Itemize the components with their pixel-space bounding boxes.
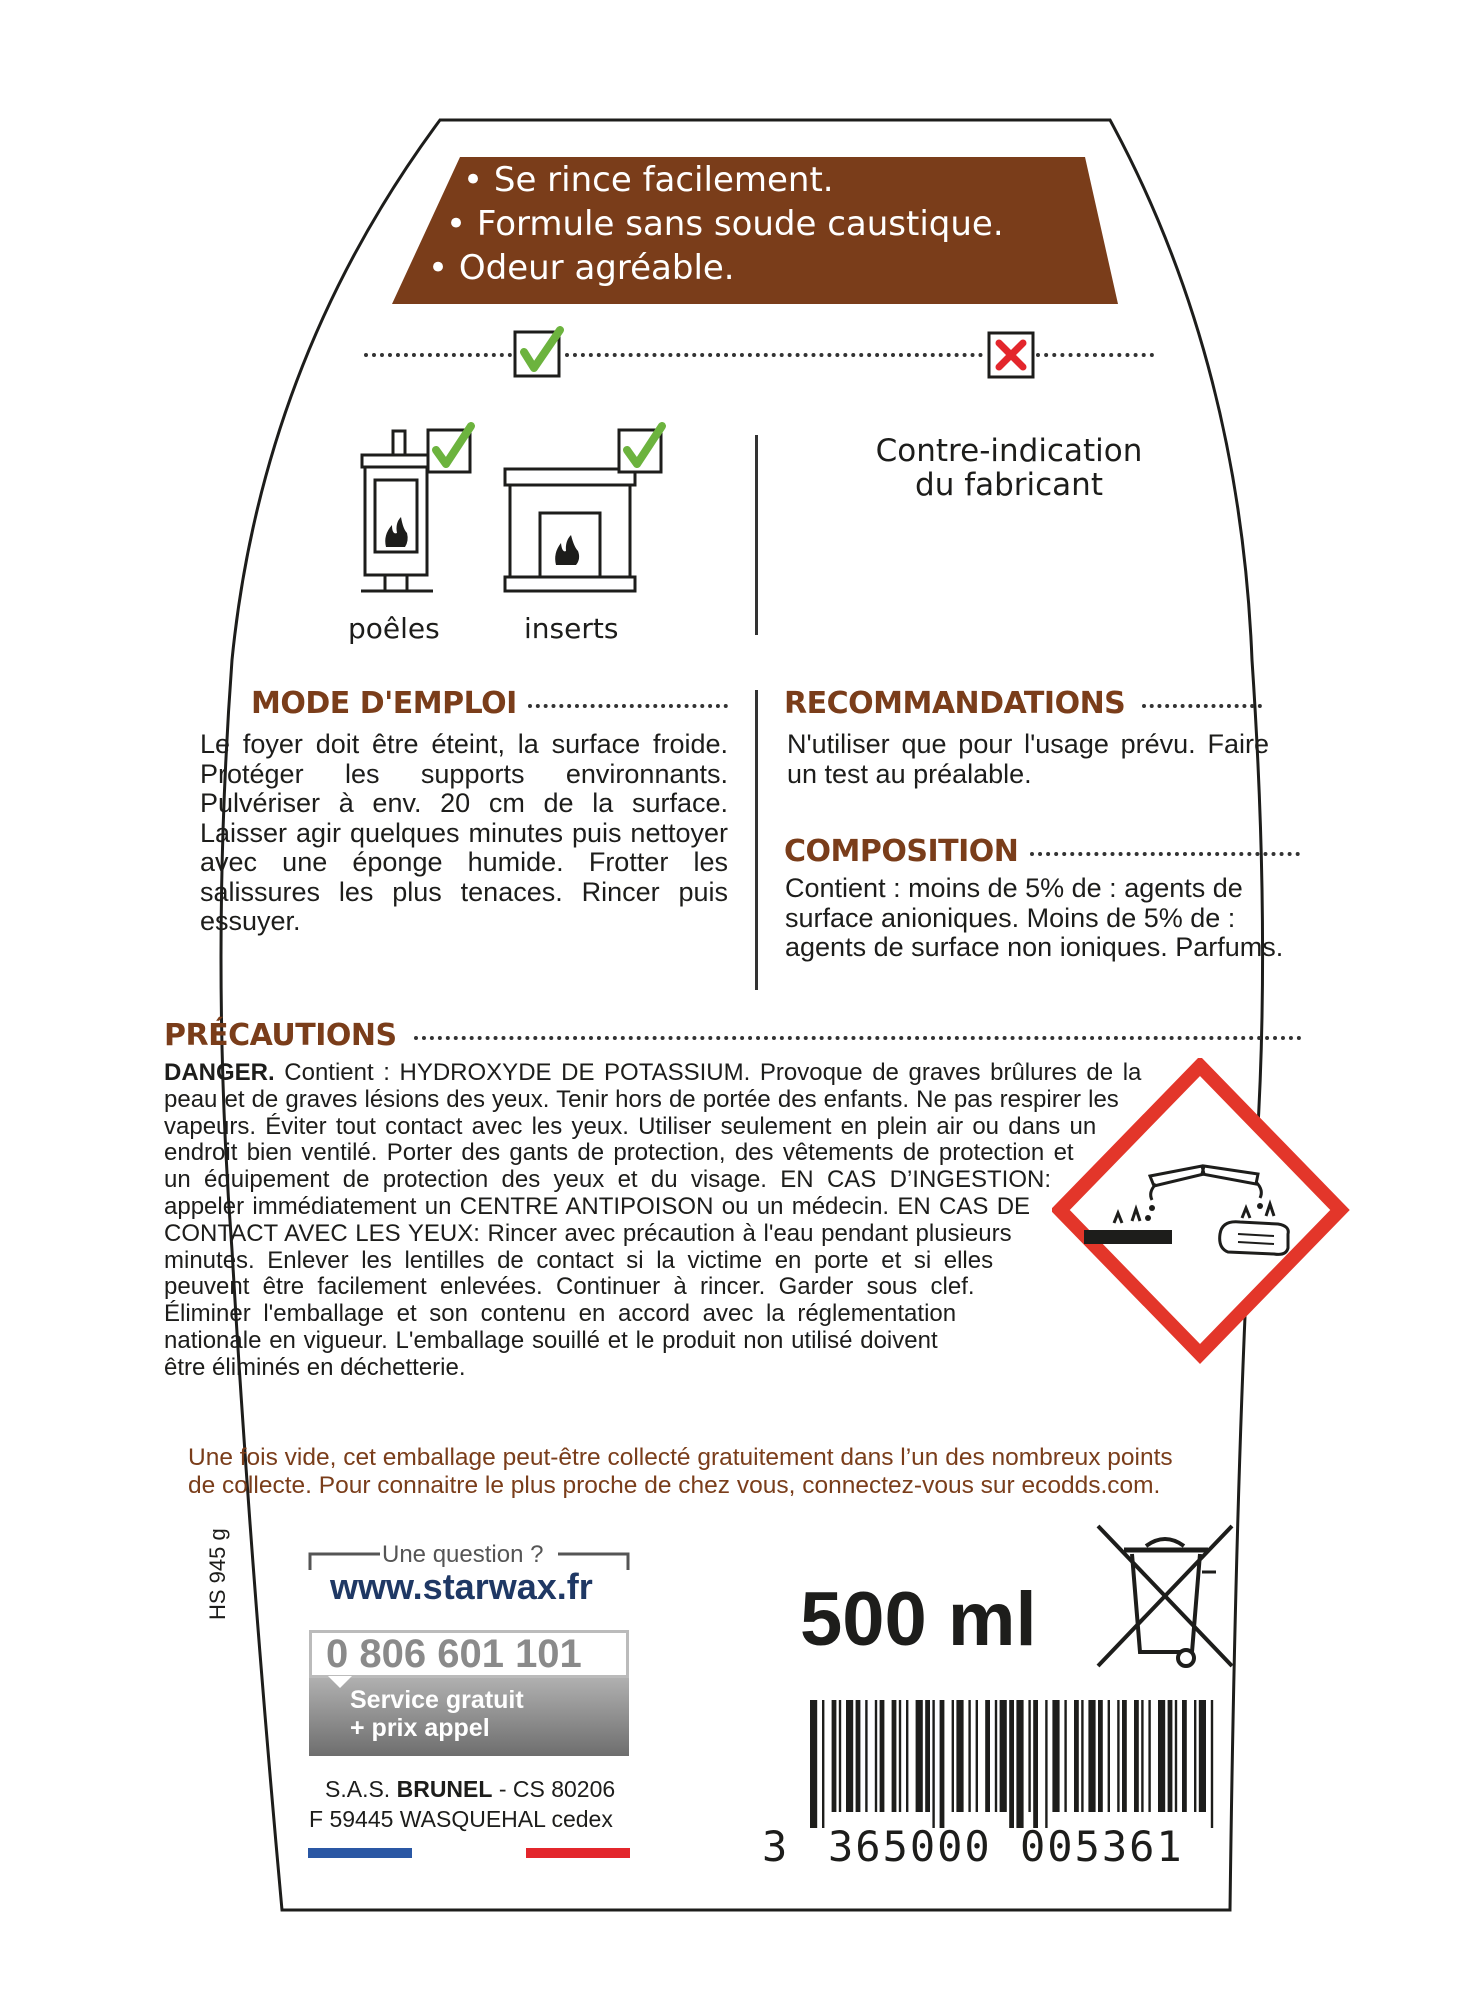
- company-name: BRUNEL: [396, 1776, 493, 1802]
- barcode-bar: [1175, 1700, 1177, 1812]
- barcode-bar: [1108, 1700, 1110, 1812]
- barcode-bar: [856, 1700, 861, 1812]
- divider-dots: [1142, 704, 1262, 708]
- barcode-bar: [1168, 1700, 1173, 1812]
- barcode-bar: [839, 1700, 841, 1812]
- mode-emploi-title: MODE D'EMPLOI: [251, 686, 517, 721]
- barcode-bar: [1122, 1700, 1127, 1812]
- barcode-bar: [1098, 1700, 1103, 1812]
- website-link[interactable]: www.starwax.fr: [330, 1566, 593, 1607]
- composition-title: COMPOSITION: [784, 834, 1019, 869]
- company-address: F 59445 WASQUEHAL cedex: [309, 1806, 613, 1832]
- column-divider: [755, 690, 758, 990]
- check-box-icon: [425, 422, 481, 478]
- benefit-formula: • Formule sans soude caustique.: [446, 204, 1004, 244]
- divider-dots: [528, 704, 728, 708]
- composition-text: Contient : moins de 5% de : agents de surface anioniques. Moins de 5% de : agents de surface non ioniques. Parfums.: [785, 873, 1284, 962]
- barcode-bar: [1000, 1700, 1007, 1812]
- barcode-bar: [1182, 1700, 1187, 1812]
- volume: 500 ml: [800, 1577, 1037, 1662]
- check-box-icon: [616, 422, 672, 478]
- divider-dots: [1030, 852, 1300, 856]
- barcode-bar: [1052, 1700, 1059, 1812]
- barcode-bar: [916, 1700, 923, 1812]
- benefit-rinse: • Se rince facilement.: [463, 160, 834, 200]
- barcode-bar: [995, 1700, 997, 1812]
- precautions-text: [164, 1060, 1164, 1382]
- side-code: HS 945 g: [205, 1528, 230, 1620]
- precautions-title: PRÉCAUTIONS: [164, 1018, 397, 1053]
- barcode-bar: [832, 1700, 837, 1812]
- barcode-group1: 365000: [828, 1822, 992, 1871]
- barcode-bar: [846, 1700, 853, 1812]
- fireplace-insert-icon: [502, 465, 642, 595]
- barcode-bar: [906, 1700, 908, 1812]
- company-line: S.A.S. BRUNEL - CS 80206: [325, 1776, 616, 1802]
- barcode-bar: [1148, 1700, 1150, 1812]
- barcode-bar: [1088, 1700, 1095, 1812]
- barcode-bar: [1009, 1700, 1014, 1828]
- collect-line1: Une fois vide, cet emballage peut-être collecté gratuitement dans l’un des nombreux points: [188, 1444, 1173, 1471]
- benefit-smell: • Odeur agréable.: [428, 248, 735, 288]
- contra-indication-line1: Contre-indication: [875, 433, 1143, 469]
- service-line2: + prix appel: [350, 1714, 490, 1742]
- barcode-bar: [822, 1700, 824, 1828]
- barcode-bar: [880, 1700, 885, 1812]
- barcode-first-digit: 3: [762, 1822, 788, 1871]
- barcode-group2: 005361: [1020, 1822, 1184, 1871]
- danger-statement: Contient : HYDROXYDE DE POTASSIUM. Provoque de graves brûlures de la peau et de graves lésions des yeux. Tenir hors de portée des enfants. Ne pas respirer les vapeurs. Éviter tout contact avec les yeux. Utiliser seulement en plein air ou dans un endroit bien ventilé. Porter des gants de protection, des vêtements de protection et un équipement de protection des yeux et du visage. EN CAS D’INGESTION: appeler immédiatement un CENTRE ANTIPOISON ou un médecin. EN CAS DE CONTACT AVEC LES YEUX: Rincer avec précaution à l'eau pendant plusieurs minutes. Enlever les lentilles de contact si la victime en porte et si elles peuvent être facilement enlevées. Continuer à rincer. Garder sous clef. Éliminer l'emballage et son contenu en accord avec la réglementation nationale en vigueur. L'emballage souillé et le produit non utilisé doivent être éliminés en déchetterie.: [164, 1059, 1142, 1381]
- barcode-bar: [1134, 1700, 1139, 1812]
- question-label: Une question ?: [382, 1541, 544, 1568]
- barcode-bar: [892, 1700, 897, 1812]
- flag-red-bar: [526, 1848, 630, 1858]
- label-stoves: poêles: [348, 612, 440, 645]
- divider-dots: [1036, 353, 1154, 357]
- barcode-bar: [899, 1700, 901, 1812]
- barcode-bar: [925, 1700, 930, 1812]
- barcode-bar: [1194, 1700, 1196, 1812]
- service-line1: Service gratuit: [350, 1686, 524, 1714]
- column-divider: [755, 435, 758, 635]
- recommandations-text: N'utiliser que pour l'usage prévu. Faire un test au préalable.: [787, 729, 1269, 789]
- barcode-bar: [968, 1700, 970, 1812]
- barcode-icon: [808, 1700, 1214, 1830]
- crossed-bin-icon: [1090, 1520, 1240, 1680]
- barcode-bar: [1141, 1700, 1143, 1812]
- barcode-bar: [1074, 1700, 1079, 1812]
- barcode-bar: [976, 1700, 978, 1812]
- barcode-bar: [1158, 1700, 1165, 1812]
- barcode-bar: [956, 1700, 963, 1812]
- barcode-bar: [1081, 1700, 1083, 1812]
- collect-line2: de collecte. Pour connaitre le plus proche de chez vous, connectez-vous sur ecodds.com.: [188, 1472, 1161, 1499]
- speech-tail-icon: [328, 1676, 352, 1690]
- divider-dots: [414, 1036, 1302, 1040]
- barcode-bar: [1033, 1700, 1038, 1828]
- check-box-icon: [512, 326, 568, 382]
- mode-emploi-text: Le foyer doit être éteint, la surface froide. Protéger les supports environnants. Pulvériser à env. 20 cm de la surface. Laisser agir quelques minutes puis nettoyer avec une éponge humide. Frotter les salissures les plus tenaces. Rincer puis essuyer.: [200, 729, 728, 936]
- barcode-bar: [1045, 1700, 1047, 1828]
- divider-dots: [565, 353, 983, 357]
- recommandations-title: RECOMMANDATIONS: [784, 686, 1126, 721]
- barcode-bar: [1064, 1700, 1066, 1812]
- divider-dots: [364, 353, 512, 357]
- corrosive-hazard-icon: [1052, 1058, 1352, 1378]
- barcode-bar: [940, 1700, 945, 1828]
- barcode-bar: [1117, 1700, 1119, 1812]
- barcode-bar: [1016, 1700, 1023, 1828]
- flag-blue-bar: [308, 1848, 412, 1858]
- barcode-bar: [932, 1700, 934, 1828]
- danger-label: DANGER.: [164, 1059, 275, 1086]
- barcode-bar: [875, 1700, 877, 1812]
- barcode-bar: [1199, 1700, 1206, 1812]
- barcode-bar: [810, 1700, 817, 1828]
- phone-number[interactable]: 0 806 601 101: [326, 1632, 582, 1676]
- barcode-bar: [1211, 1700, 1213, 1828]
- barcode-bar: [1028, 1700, 1030, 1812]
- barcode-bar: [952, 1700, 954, 1812]
- barcode-bar: [985, 1700, 990, 1812]
- label-inserts: inserts: [524, 612, 619, 645]
- barcode-bar: [865, 1700, 867, 1812]
- contra-indication-line2: du fabricant: [915, 467, 1103, 503]
- cross-box-icon: [986, 330, 1036, 380]
